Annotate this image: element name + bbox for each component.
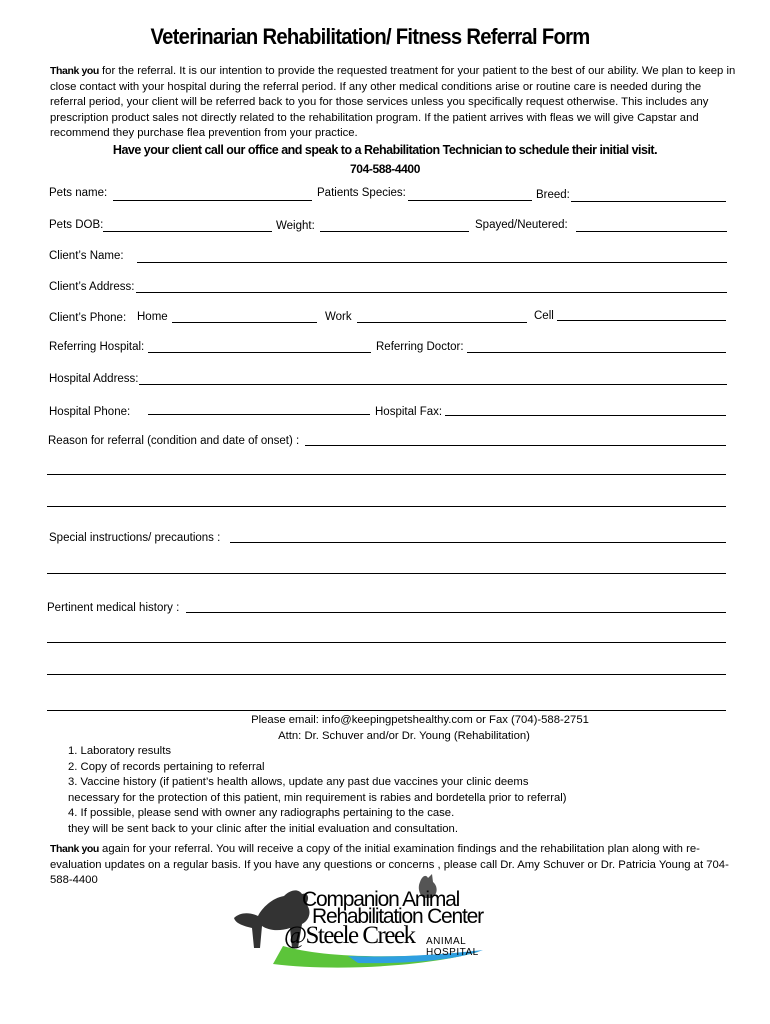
home-phone-field[interactable] [172, 322, 317, 323]
patients-species-label: Patients Species: [317, 187, 406, 199]
referring-doctor-field[interactable] [467, 352, 726, 353]
logo-line-4: ANIMAL HOSPITAL [426, 936, 479, 958]
medical-history-label: Pertinent medical history : [47, 602, 180, 614]
logo-line-1: Companion Animal [302, 888, 460, 911]
reason-for-referral-label: Reason for referral (condition and date of onset) : [48, 435, 300, 447]
hospital-phone-label: Hospital Phone: [49, 406, 131, 418]
referring-hospital-label: Referring Hospital: [49, 341, 145, 353]
intro-text: for the referral. It is our intention to provide the requested treatment for your patient to the best of our ability. We plan to keep in close contact with your hospital during the referral period. If any other medical conditions arise or routine care is needed during the referral period, your client will be referred back to you for those services unless you specifically request otherwise. This includes any prescription product sales not directly related to the rehabilitation program. If the patient arrives with fleas we will give Capstar and recommend they purchase flea prevention from your practice. [50, 65, 736, 139]
checklist-item: 4. If possible, please send with owner any radiographs pertaining to the case. [68, 807, 455, 820]
special-field-line-1[interactable] [230, 542, 726, 543]
closing-text: again for your referral. You will receive a copy of the initial examination findings and the rehabilitation plan along with re-evaluation updates on a regular basis. If you have any questions or concerns , please call Dr. Amy Schuver or Dr. Patricia Young at 704-588-4400 [50, 843, 729, 886]
checklist-item: 2. Copy of records pertaining to referral [68, 760, 265, 773]
history-field-line-4[interactable] [47, 710, 726, 711]
referring-doctor-label: Referring Doctor: [376, 341, 464, 353]
history-field-line-3[interactable] [47, 674, 726, 675]
weight-label: Weight: [276, 220, 315, 232]
breed-field[interactable] [571, 201, 726, 202]
reason-field-line-3[interactable] [47, 506, 726, 507]
call-to-action: Have your client call our office and speak to a Rehabilitation Technician to schedule their initial visit. [112, 143, 658, 157]
hospital-phone-field[interactable] [148, 414, 370, 415]
hospital-fax-field[interactable] [445, 415, 726, 416]
clients-name-field[interactable] [137, 262, 727, 263]
pets-dob-field[interactable] [103, 231, 272, 232]
clinic-logo [228, 868, 518, 978]
cell-phone-field[interactable] [557, 320, 726, 321]
closing-lead: Thank you [50, 843, 99, 855]
reason-field-line-1[interactable] [305, 445, 726, 446]
special-field-line-2[interactable] [47, 573, 726, 574]
intro-paragraph [50, 64, 740, 142]
patients-species-field[interactable] [408, 200, 532, 201]
checklist-item: 1. Laboratory results [68, 745, 171, 757]
referring-hospital-field[interactable] [148, 352, 371, 353]
logo-line-3: @Steele Creek [284, 922, 415, 949]
clients-name-label: Client’s Name: [49, 250, 124, 262]
history-field-line-1[interactable] [186, 612, 726, 613]
checklist-item: they will be sent back to your clinic after the initial evaluation and consultation. [68, 822, 458, 835]
pets-dob-label: Pets DOB: [49, 219, 104, 231]
pets-name-label: Pets name: [49, 187, 108, 199]
clients-phone-label: Client’s Phone: [49, 312, 127, 324]
spayed-neutered-field[interactable] [576, 231, 727, 232]
clients-address-label: Client’s Address: [49, 281, 135, 293]
pets-name-field[interactable] [113, 200, 312, 201]
hospital-address-field[interactable] [139, 384, 727, 385]
work-phone-label: Work [325, 311, 352, 323]
spayed-neutered-label: Spayed/Neutered: [475, 219, 568, 231]
breed-label: Breed: [536, 189, 570, 201]
checklist-item: necessary for the protection of this patient, min requirement is rabies and bordetella prior to referral) [68, 791, 567, 804]
attn-line: Attn: Dr. Schuver and/or Dr. Young (Rehabilitation) [278, 730, 530, 742]
home-phone-label: Home [137, 311, 168, 323]
checklist [68, 744, 748, 838]
clients-address-field[interactable] [136, 292, 727, 293]
special-instructions-label: Special instructions/ precautions : [49, 532, 221, 544]
logo-line-2: Rehabilitation Center [312, 905, 483, 928]
form-title: Veterinarian Rehabilitation/ Fitness Referral Form [150, 24, 590, 49]
checklist-item: 3. Vaccine history (if patient’s health allows, update any past due vaccines your clinic deems [68, 776, 529, 789]
hospital-fax-label: Hospital Fax: [375, 406, 443, 418]
weight-field[interactable] [320, 231, 469, 232]
reason-field-line-2[interactable] [47, 474, 726, 475]
hospital-address-label: Hospital Address: [49, 373, 139, 385]
intro-lead: Thank you [50, 65, 99, 77]
history-field-line-2[interactable] [47, 642, 726, 643]
office-phone: 704-588-4400 [350, 162, 420, 176]
email-fax-line: Please email: info@keepingpetshealthy.com or Fax (704)-588-2751 [251, 714, 589, 726]
work-phone-field[interactable] [357, 322, 527, 323]
cell-phone-label: Cell [534, 310, 554, 322]
